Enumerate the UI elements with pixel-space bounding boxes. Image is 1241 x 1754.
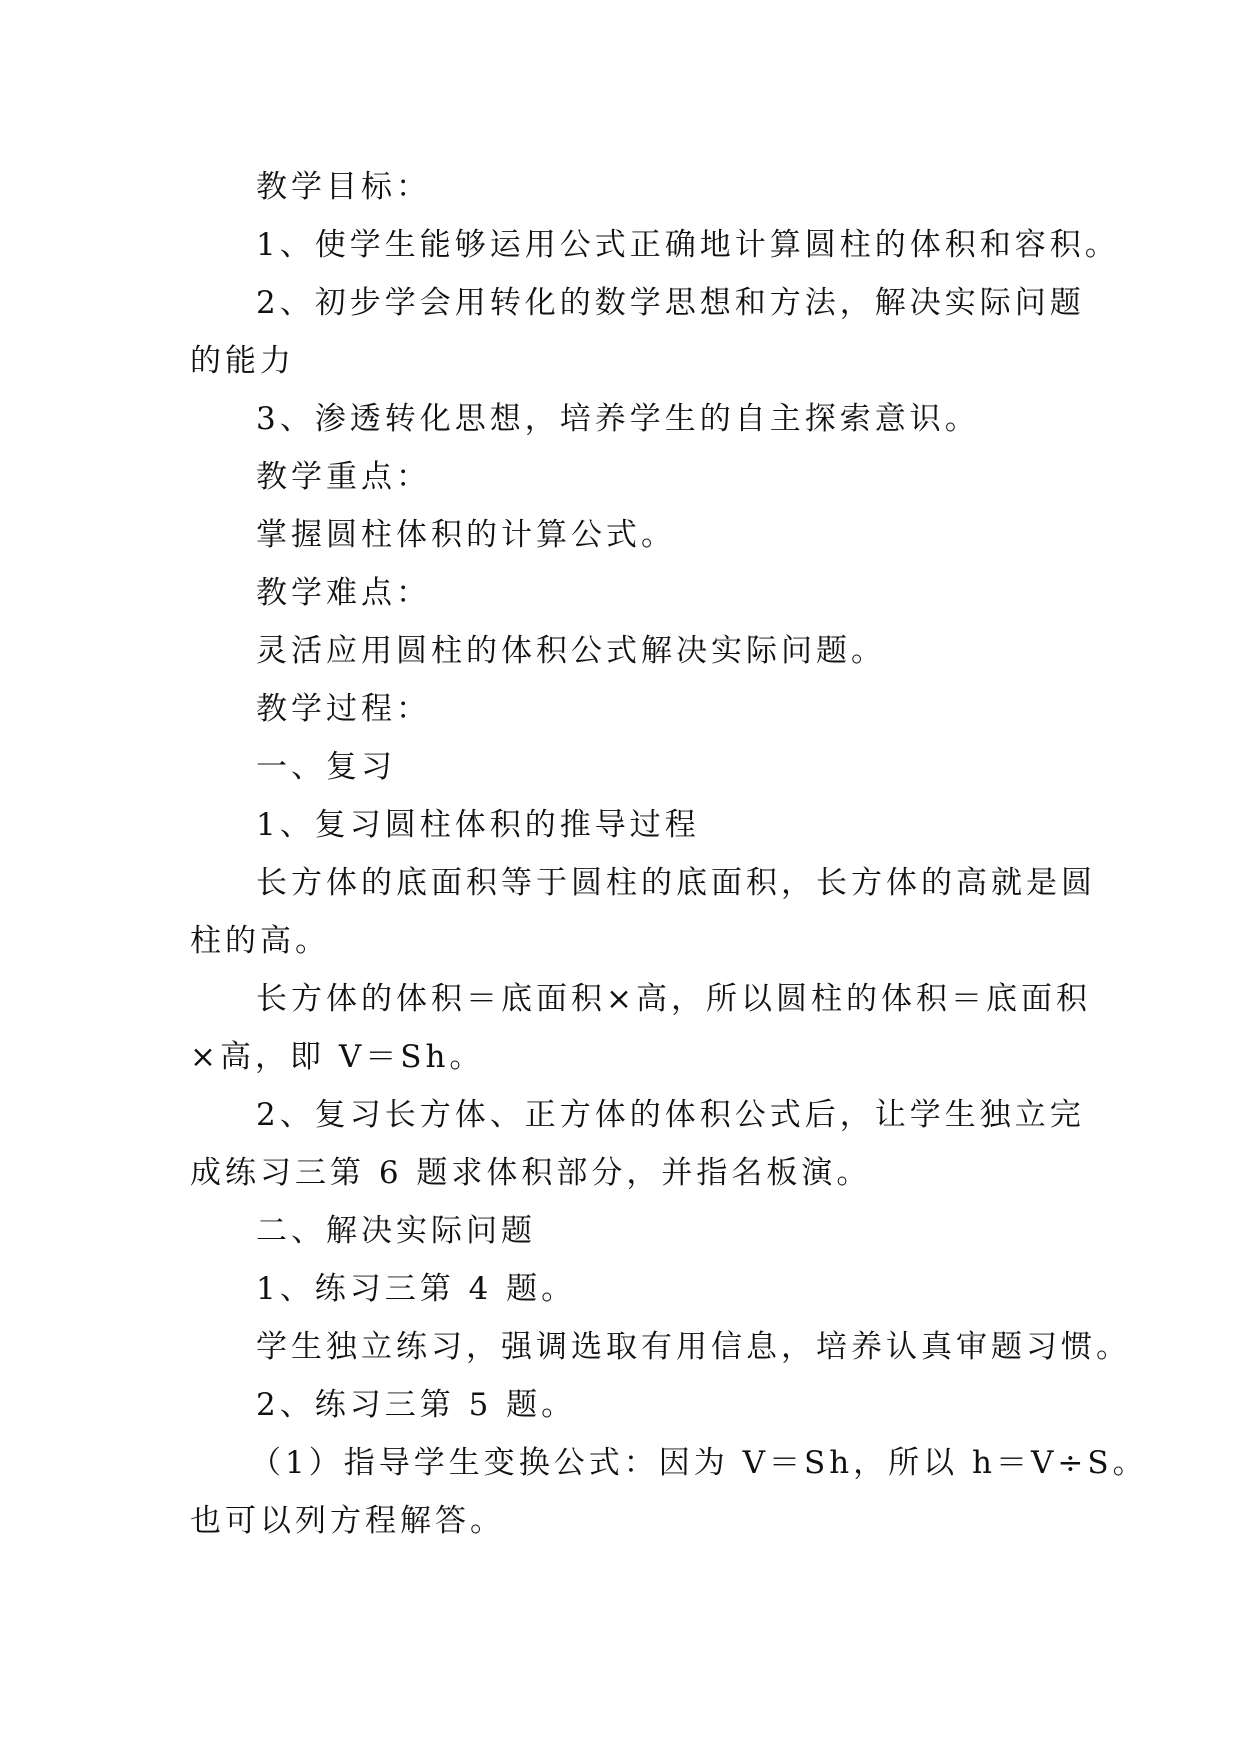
line: 柱的高。 — [190, 923, 330, 959]
line: 2、初步学会用转化的数学思想和方法，解决实际问题 — [256, 285, 1085, 321]
line: 教学目标： — [256, 169, 431, 205]
line: 3、渗透转化思想，培养学生的自主探索意识。 — [256, 401, 980, 437]
line: 教学难点： — [256, 575, 431, 611]
review-item-1 — [190, 796, 1050, 854]
line: 学生独立练习，强调选取有用信息，培养认真审题习惯。 — [256, 1329, 1131, 1365]
review-item-2 — [190, 1086, 1085, 1202]
line: ×高，即 V＝Sh。 — [190, 1039, 485, 1075]
heading-teaching-process — [190, 680, 1050, 738]
review-paragraph-volume-formula — [190, 970, 1091, 1086]
line: 1、练习三第 4 题。 — [256, 1271, 577, 1307]
line: 2、练习三第 5 题。 — [256, 1387, 577, 1423]
practice-item-2-subitem-1 — [190, 1434, 1148, 1550]
objective-item-3 — [190, 390, 1050, 448]
line: 灵活应用圆柱的体积公式解决实际问题。 — [256, 633, 886, 669]
line: 教学过程： — [256, 691, 431, 727]
line: 教学重点： — [256, 459, 431, 495]
heading-difficulty — [190, 564, 1050, 622]
practice-item-1 — [190, 1260, 1050, 1318]
key-point-text — [190, 506, 1050, 564]
line: 二、解决实际问题 — [256, 1213, 536, 1249]
line: 也可以列方程解答。 — [190, 1503, 505, 1539]
line: 成练习三第 6 题求体积部分，并指名板演。 — [190, 1155, 872, 1191]
line: 一、复习 — [256, 749, 396, 785]
difficulty-text — [190, 622, 1050, 680]
line: 的能力 — [190, 343, 295, 379]
heading-teaching-objectives — [190, 158, 1050, 216]
heading-key-point — [190, 448, 1050, 506]
objective-item-2 — [190, 274, 1085, 390]
objective-item-1 — [190, 216, 1120, 274]
section-review — [190, 738, 1050, 796]
practice-item-2 — [190, 1376, 1050, 1434]
line: （1）指导学生变换公式：因为 V＝Sh，所以 h＝V÷S。 — [250, 1445, 1148, 1481]
document-body — [190, 158, 1148, 1550]
line: 1、使学生能够运用公式正确地计算圆柱的体积和容积。 — [256, 227, 1120, 263]
line: 掌握圆柱体积的计算公式。 — [256, 517, 676, 553]
line: 2、复习长方体、正方体的体积公式后，让学生独立完 — [256, 1097, 1085, 1133]
review-paragraph-cuboid-base — [190, 854, 1096, 970]
line: 长方体的底面积等于圆柱的底面积，长方体的高就是圆 — [256, 865, 1096, 901]
practice-item-1-note — [190, 1318, 1131, 1376]
line: 长方体的体积＝底面积×高，所以圆柱的体积＝底面积 — [256, 981, 1091, 1017]
line: 1、复习圆柱体积的推导过程 — [256, 807, 700, 843]
section-solve-problems — [190, 1202, 1050, 1260]
